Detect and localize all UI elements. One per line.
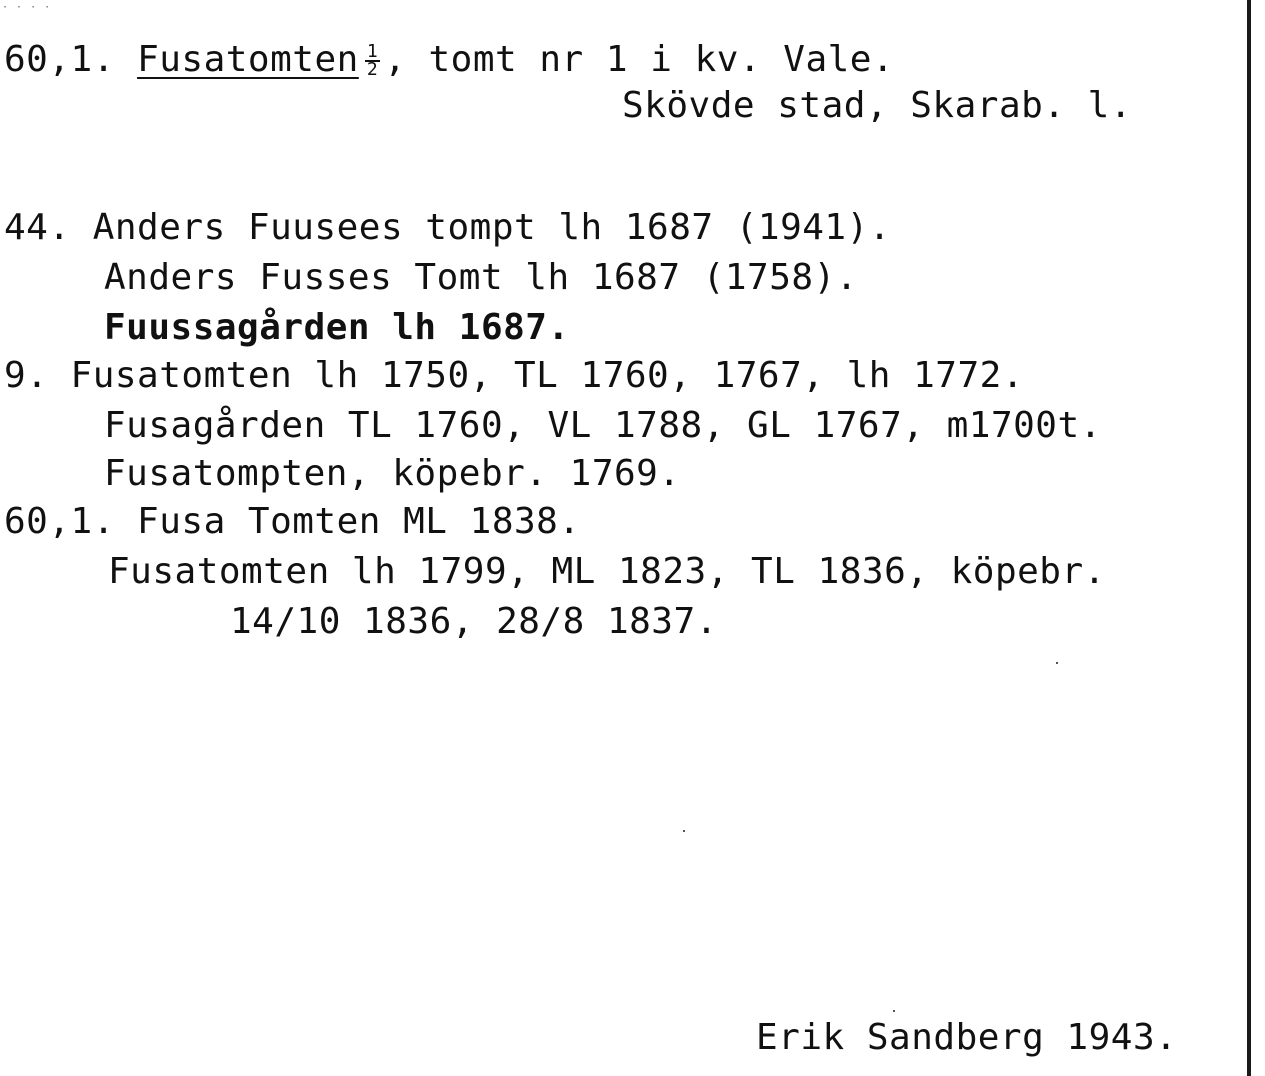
- heading-line: [4, 38, 894, 82]
- entry-line: 14/10 1836, 28/8 1837.: [230, 601, 718, 642]
- fraction-half: [365, 41, 380, 80]
- heading-rest: , tomt nr 1 i kv. Vale.: [384, 39, 895, 80]
- scan-speck: [1056, 662, 1058, 664]
- entry-line: Fuussagården lh 1687.: [104, 307, 570, 348]
- heading-number: 60,1.: [4, 39, 115, 80]
- entry-line: Fusatomten lh 1799, ML 1823, TL 1836, köpebr.: [108, 551, 1106, 592]
- location-line: Skövde stad, Skarab. l.: [622, 85, 1132, 126]
- entry-line: Anders Fusses Tomt lh 1687 (1758).: [104, 257, 858, 298]
- scan-artifact-dots: · · · ·: [2, 2, 52, 13]
- signature: Erik Sandberg 1943.: [756, 1017, 1178, 1058]
- place-name: Fusatomten: [137, 39, 359, 80]
- entry-line: 9​. Fusatomten lh 1750, TL 1760, 1767, lh 1772.: [4, 355, 1024, 396]
- scan-speck: [683, 830, 685, 832]
- entry-line: Fusatompten, köpebr. 1769.: [104, 453, 681, 494]
- scan-speck: [893, 1010, 895, 1012]
- fraction-denominator: 2: [366, 59, 379, 80]
- entry-line: 60​,1. Fusa Tomten ML 1838.: [4, 501, 581, 542]
- fraction-numerator: 1: [366, 41, 379, 62]
- card-right-edge: [1247, 0, 1251, 1076]
- entry-line: Fusagården TL 1760, VL 1788, GL 1767, m1700t.: [104, 405, 1102, 446]
- entry-line: 44​. Anders Fuusees tompt lh 1687 (1941).: [4, 207, 891, 248]
